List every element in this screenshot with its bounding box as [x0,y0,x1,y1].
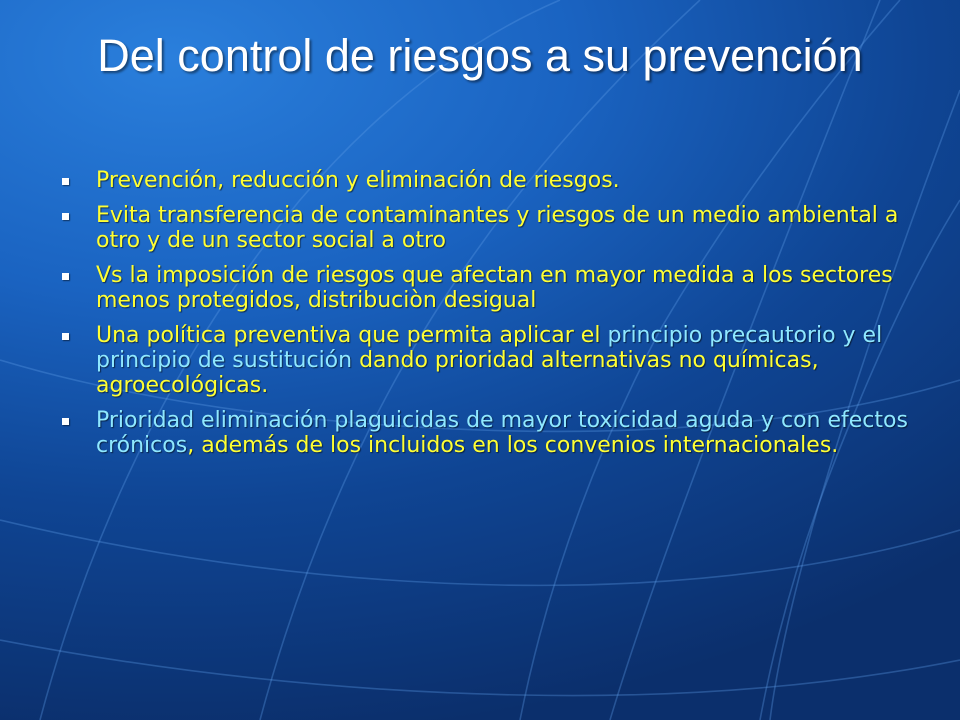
bullet-text: dando prioridad alternativas no químicas, agroecológicas. [96,348,819,398]
square-bullet-icon [62,273,69,280]
square-bullet-icon [62,418,69,425]
bullet-text: , además de los incluidos en los convenios internacionales. [187,433,839,458]
square-bullet-icon [62,333,69,340]
bullet-item [60,323,920,398]
bullet-text: Vs la imposición de riesgos que afectan en mayor medida a los sectores menos protegidos, distribuciòn desigual [96,263,893,313]
bullet-highlight-text: Prioridad eliminación plaguicidas de mayor toxicidad aguda y con efectos crónicos [96,408,908,458]
slide-title: Del control de riesgos a su prevención [97,30,863,81]
bullet-highlight-text: principio precautorio y el principio de sustitución [96,323,883,373]
square-bullet-icon [62,178,69,185]
bullet-text: Una política preventiva que permita aplicar el [96,323,608,348]
bullet-text: Evita transferencia de contaminantes y riesgos de un medio ambiental a otro y de un sector social a otro [96,203,899,253]
bullet-item [60,408,920,458]
bullet-text: Prevención, reducción y eliminación de riesgos. [96,168,620,193]
square-bullet-icon [62,213,69,220]
bullet-item [60,263,920,313]
bullet-item [60,203,920,253]
bullet-list [60,168,920,468]
bullet-item [60,168,920,193]
